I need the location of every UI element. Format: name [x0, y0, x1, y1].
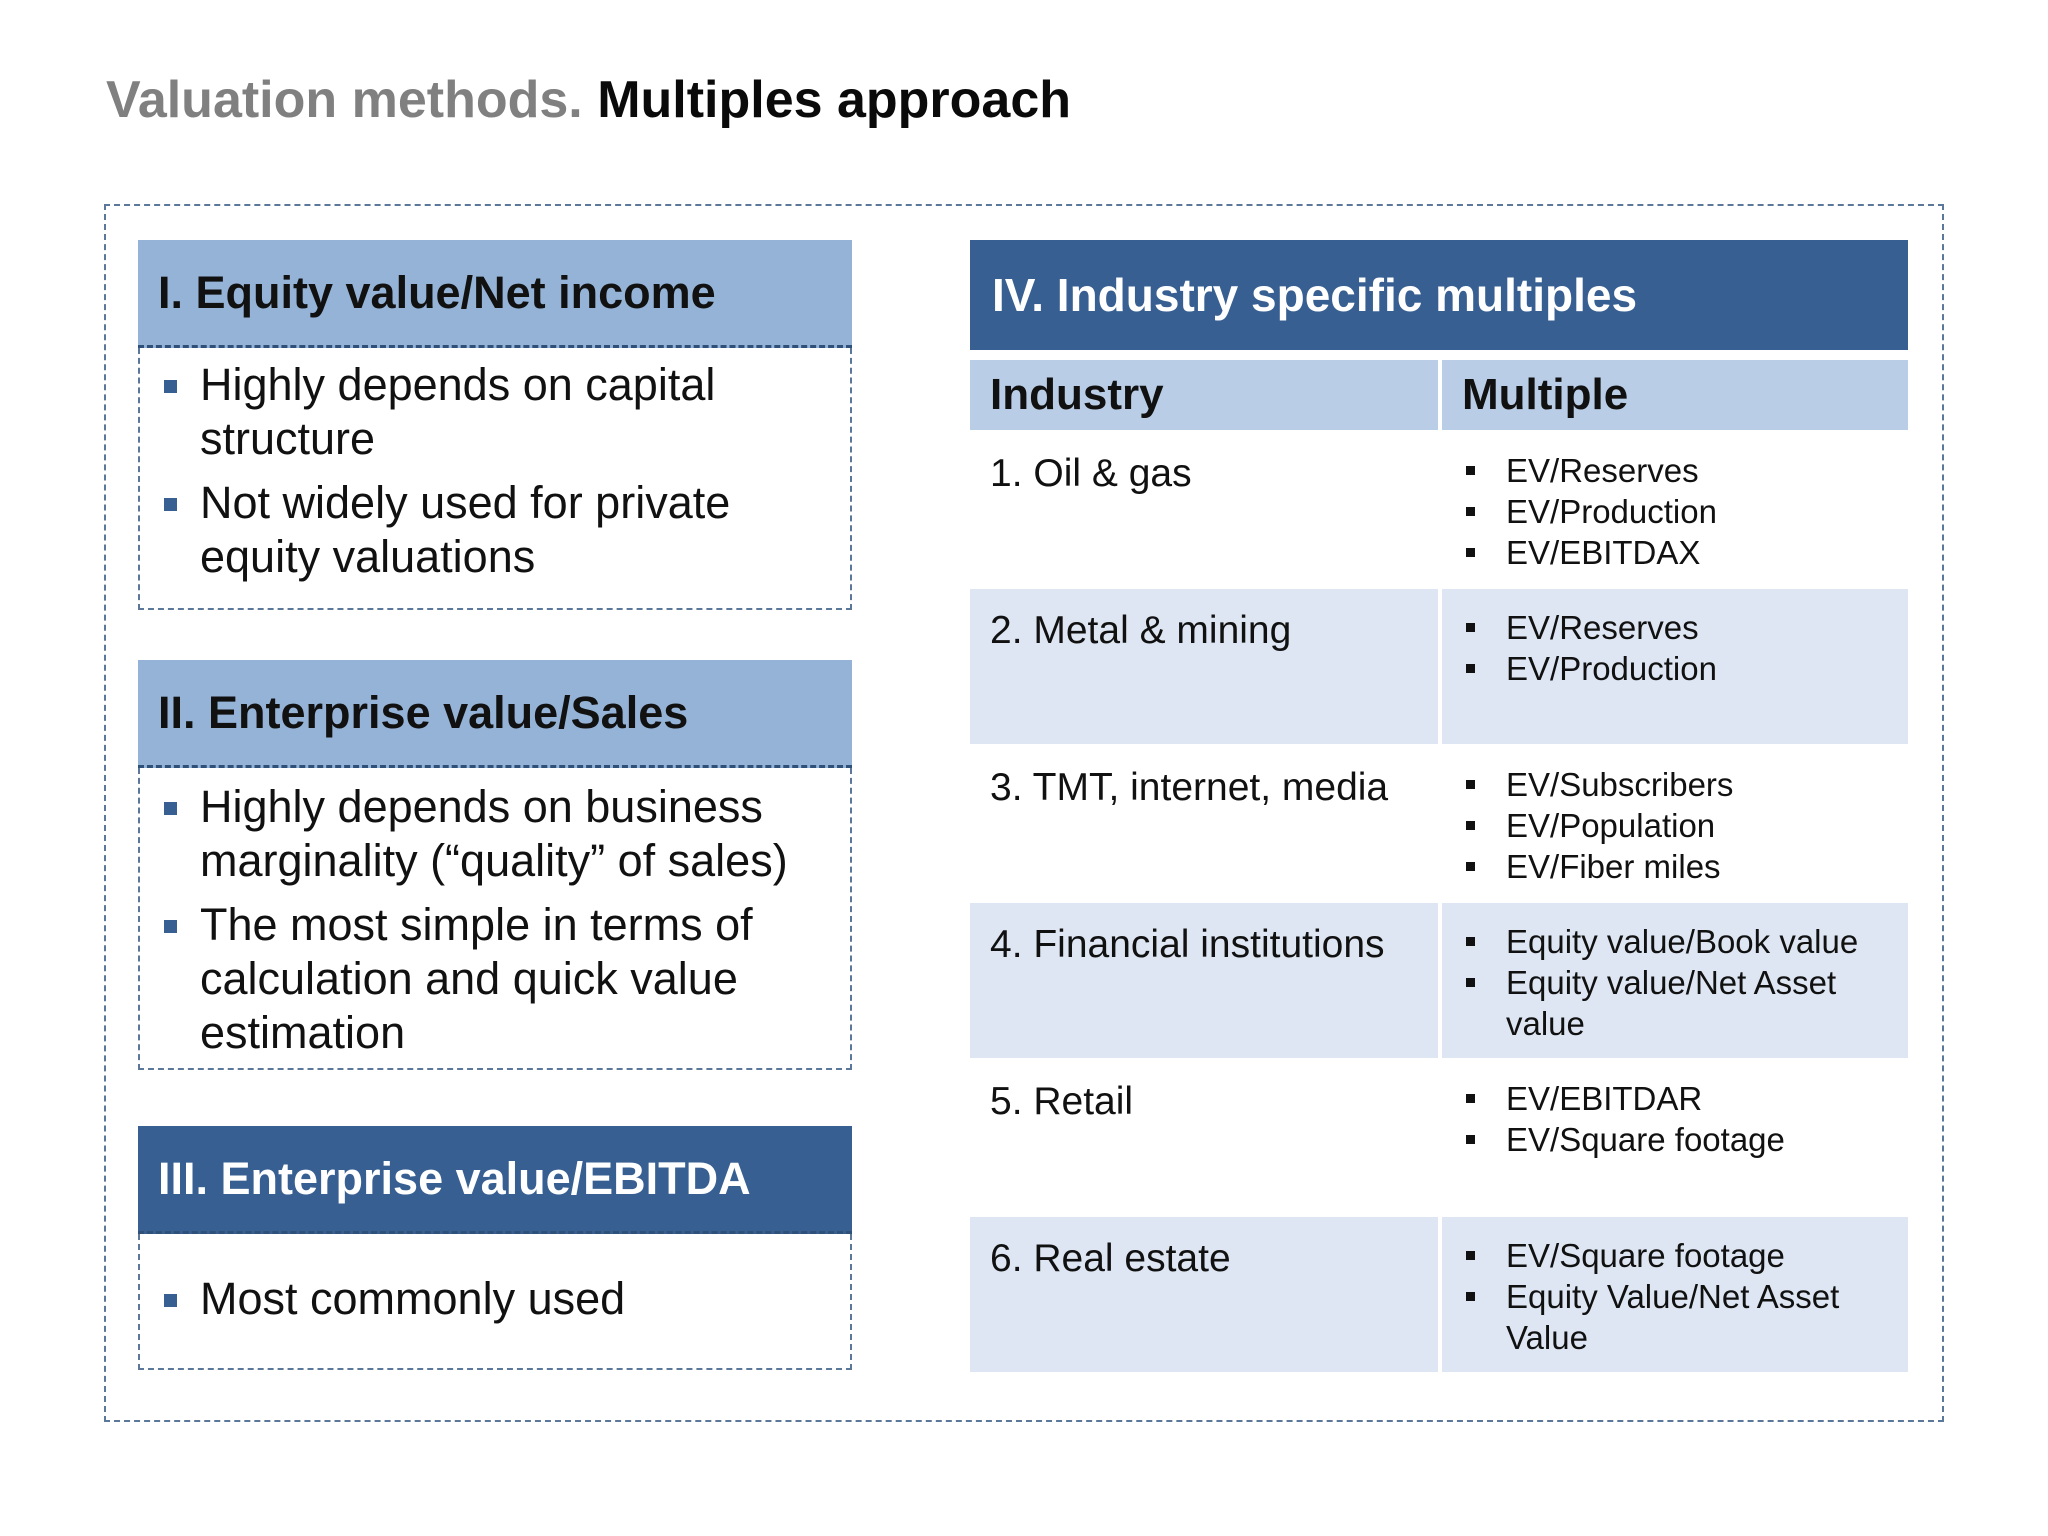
industry-cell: 6. Real estate — [970, 1217, 1438, 1372]
multiple-item: EV/EBITDAR — [1442, 1078, 1908, 1119]
box-body — [138, 348, 852, 610]
bullet-list — [140, 780, 850, 1060]
industry-cell: 4. Financial institutions — [970, 903, 1438, 1058]
industry-multiples-table — [970, 240, 1908, 1372]
table-row — [970, 1058, 1908, 1215]
table-row — [970, 430, 1908, 587]
bullet-item: Most commonly used — [140, 1272, 850, 1326]
multiple-item: EV/Square footage — [1442, 1235, 1908, 1276]
multiple-item: EV/Square footage — [1442, 1119, 1908, 1160]
multiple-cell — [1442, 1060, 1908, 1215]
box-body — [138, 1234, 852, 1370]
page-title-main: Multiples approach — [597, 71, 1072, 129]
multiple-cell — [1442, 746, 1908, 901]
bullet-list — [140, 358, 850, 584]
industry-cell: 3. TMT, internet, media — [970, 746, 1438, 901]
table-row — [970, 744, 1908, 901]
column-header-row — [970, 360, 1908, 430]
multiple-item: Equity value/Net Asset value — [1442, 962, 1908, 1044]
table-row — [970, 1215, 1908, 1372]
box-header: I. Equity value/Net income — [138, 240, 852, 348]
multiple-cell — [1442, 589, 1908, 744]
industry-cell: 2. Metal & mining — [970, 589, 1438, 744]
multiple-item: EV/Production — [1442, 491, 1908, 532]
industry-cell: 5. Retail — [970, 1060, 1438, 1215]
multiple-item: EV/Production — [1442, 648, 1908, 689]
enterprise-value-ebitda-box — [138, 1126, 852, 1370]
multiple-item: EV/EBITDAX — [1442, 532, 1908, 573]
multiple-item: EV/Fiber miles — [1442, 846, 1908, 887]
multiple-item: EV/Reserves — [1442, 607, 1908, 648]
table-row — [970, 587, 1908, 744]
table-header: IV. Industry specific multiples — [970, 240, 1908, 350]
multiple-item: Equity Value/Net Asset Value — [1442, 1276, 1908, 1358]
page-title-prefix: Valuation methods. — [106, 71, 583, 129]
box-header: II. Enterprise value/Sales — [138, 660, 852, 768]
multiple-item: Equity value/Book value — [1442, 921, 1908, 962]
multiple-item: EV/Population — [1442, 805, 1908, 846]
multiple-item: EV/Reserves — [1442, 450, 1908, 491]
equity-net-income-box — [138, 240, 852, 610]
bullet-item: Highly depends on business marginality (“quality” of sales) — [140, 780, 850, 888]
multiple-cell — [1442, 432, 1908, 587]
bullet-list — [140, 1272, 850, 1326]
industry-cell: 1. Oil & gas — [970, 432, 1438, 587]
multiple-cell — [1442, 1217, 1908, 1372]
box-header: III. Enterprise value/EBITDA — [138, 1126, 852, 1234]
page-title — [106, 70, 1071, 130]
bullet-item: Not widely used for private equity valuations — [140, 476, 850, 584]
multiple-item: EV/Subscribers — [1442, 764, 1908, 805]
bullet-item: Highly depends on capital structure — [140, 358, 850, 466]
box-body — [138, 768, 852, 1070]
table-row — [970, 901, 1908, 1058]
multiple-cell — [1442, 903, 1908, 1058]
bullet-item: The most simple in terms of calculation and quick value estimation — [140, 898, 850, 1060]
enterprise-value-sales-box — [138, 660, 852, 1070]
column-header-industry: Industry — [970, 360, 1438, 430]
column-header-multiple: Multiple — [1442, 360, 1908, 430]
